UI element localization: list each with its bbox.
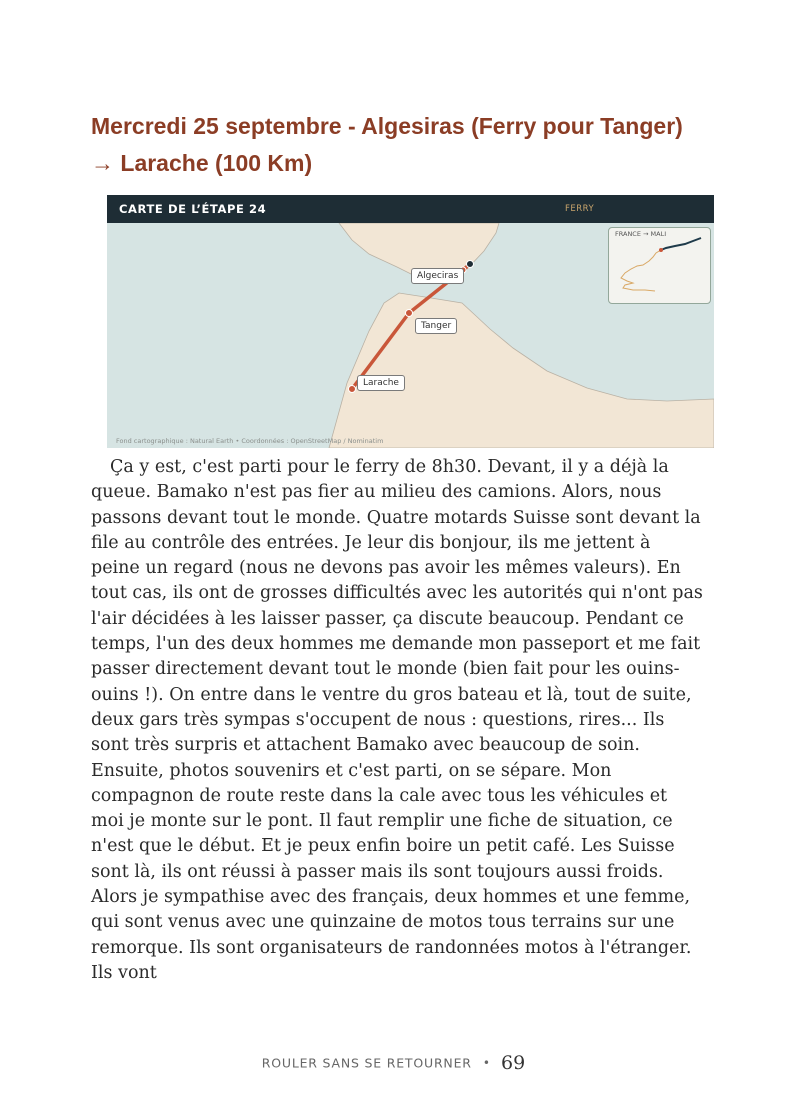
marker-tanger xyxy=(406,310,413,317)
map-credit: Fond cartographique : Natural Earth • Coordonnées : OpenStreetMap / Nominatim xyxy=(116,437,384,445)
page-number: 69 xyxy=(501,1052,526,1074)
map-title: CARTE DE L’ÉTAPE 24 xyxy=(119,202,267,216)
place-label-larache: Larache xyxy=(357,375,405,391)
land-morocco xyxy=(329,293,714,448)
map-mode-label: FERRY xyxy=(565,204,595,214)
inset-route-icon xyxy=(609,228,710,303)
footer-separator: • xyxy=(482,1056,490,1070)
marker-larache xyxy=(349,386,356,393)
body-paragraph: Ça y est, c'est parti pour le ferry de 8h30. Devant, il y a déjà la queue. Bamako n'est pas fier au milieu des camions. Alors, nous passons devant tout le monde. Quatre motards Suisse sont devant la file au contrôle des entrées. Je leur dis bonjour, ils me jettent à peine un regard (nous ne devons pas avoir les mêmes valeurs). En tout cas, ils ont de grosses difficultés avec les autorités qui n'ont pas l'air décidées à les laisser passer, ça discute beaucoup. Pendant ce temps, l'un des deux hommes me demande mon passeport et me fait passer directement devant tout le monde (bien fait pour les ouins-ouins !). On entre dans le ventre du gros bateau et là, tout de suite, deux gars très sympas s'occupent de nous : questions, rires... Ils sont très surpris et attachent Bamako avec beaucoup de soin. Ensuite, photos souvenirs et c'est parti, on se sépare. Mon compagnon de route reste dans la cale avec tous les véhicules et moi je monte sur le pont. Il faut remplir une fiche de situation, ce n'est que le début. Et je peux enfin boire un petit café. Les Suisse sont là, ils ont réussi à passer mais ils sont toujours aussi froids. Alors je sympathise avec des français, deux hommes et une femme, qui sont venus avec une quinzaine de motos tous terrains sur une remorque. Ils sont organisateurs de randonnées motos à l'étranger. Ils vont xyxy=(91,457,703,983)
page-footer xyxy=(0,1052,787,1074)
chapter-heading: Mercredi 25 septembre - Algesiras (Ferry pour Tanger) → Larache (100 Km) xyxy=(91,113,683,176)
place-label-tanger: Tanger xyxy=(415,318,457,334)
inset-label: FRANCE → MALI xyxy=(615,230,667,238)
footer-book-title: ROULER SANS SE RETOURNER xyxy=(261,1055,472,1071)
ferry-port-marker xyxy=(467,261,474,268)
place-label-algeciras: Algeciras xyxy=(411,268,464,284)
overview-inset-map xyxy=(608,227,711,304)
map-header xyxy=(107,195,714,223)
stage-map xyxy=(107,195,714,448)
